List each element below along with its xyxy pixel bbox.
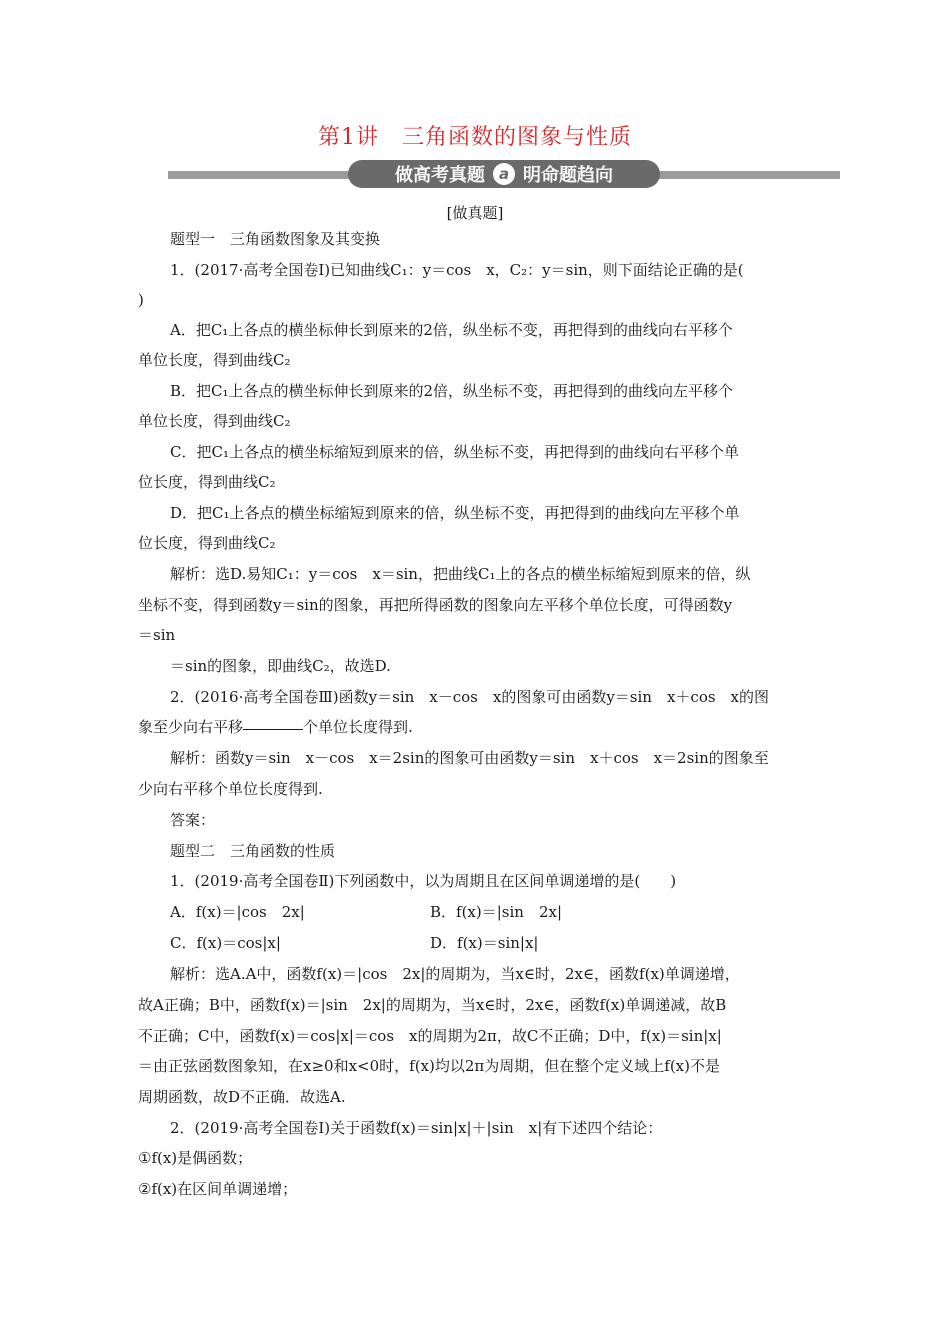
q1-solution-line3: ＝sin [138,626,176,644]
answer-blank [243,729,303,730]
q2-solution-line1: 解析：函数y＝sin x－cos x＝2sin的图象可由函数y＝sin x＋cos x＝2sin的图象至 [170,749,769,767]
q3-option-d: D．f(x)＝sin|x| [430,934,539,952]
q1-option-c-line2: 位长度，得到曲线C₂ [138,473,276,491]
type-heading-2: 题型二 三角函数的性质 [170,842,336,860]
banner-rail-left [168,171,368,179]
q2-solution-line2: 少向右平移个单位长度得到. [138,780,323,798]
q3-option-c: C．f(x)＝cos|x| [170,934,281,952]
q3-solution-line3: 不正确；C中，函数f(x)＝cos|x|＝cos x的周期为2π，故C不正确；D中，f(x)＝sin|x| [138,1027,722,1045]
q1-solution-line2: 坐标不变，得到函数y＝sin的图象，再把所得函数的图象向左平移个单位长度，可得函数y [138,596,733,614]
type-heading-1: 题型一 三角函数图象及其变换 [170,230,381,248]
q3-solution-line5: 周期函数，故D不正确．故选A. [138,1088,346,1106]
q3-option-a: A．f(x)＝|cos 2x| [170,903,305,921]
q3-solution-line4: ＝由正弦函数图象知，在x≥0和x<0时，f(x)均以2π为周期，但在整个定义域上f(x)不是 [138,1057,720,1075]
q1-option-c-line1: C．把C₁上各点的横坐标缩短到原来的倍，纵坐标不变，再把得到的曲线向右平移个单 [170,443,739,461]
banner-rail-right [640,171,840,179]
banner-right-text: 明命题趋向 [523,165,613,186]
banner-left-text: 做高考真题 [395,165,485,186]
banner-badge-icon: a [493,163,515,185]
q3-stem: 1．(2019·高考全国卷Ⅱ)下列函数中，以为周期且在区间单调递增的是( ) [170,872,677,890]
q2-stem-line2 [138,717,818,737]
q4-stem: 2．(2019·高考全国卷Ⅰ)关于函数f(x)＝sin|x|＋|sin x|有下述四个结论： [170,1119,663,1137]
q1-option-d-line2: 位长度，得到曲线C₂ [138,534,276,552]
q1-option-a-line1: A．把C₁上各点的横坐标伸长到原来的2倍，纵坐标不变，再把得到的曲线向右平移个 [170,321,733,339]
q2-answer: 答案： [170,811,216,829]
banner-pill [348,160,660,188]
q2-stem-line1: 2．(2016·高考全国卷Ⅲ)函数y＝sin x－cos x的图象可由函数y＝sin x＋cos x的图 [170,688,770,706]
section-banner [168,158,840,192]
q1-solution-line4: ＝sin的图象，即曲线C₂，故选D. [170,657,391,675]
q4-conclusion-2: ②f(x)在区间单调递增； [138,1180,298,1198]
q2-stem-line2-b: 个单位长度得到. [303,718,413,736]
section-label: [做真题] [446,204,504,222]
q1-stem: 1．(2017·高考全国卷Ⅰ)已知曲线C₁：y＝cos x，C₂：y＝sin，则下面结论正确的是( [170,261,744,279]
page-title: 第1讲 三角函数的图象与性质 [318,125,632,150]
q2-stem-line2-a: 象至少向右平移 [138,718,244,736]
q1-option-a-line2: 单位长度，得到曲线C₂ [138,351,291,369]
q3-option-b: B．f(x)＝|sin 2x| [430,903,563,921]
q1-stem-tail: ) [138,291,144,309]
q1-option-b-line2: 单位长度，得到曲线C₂ [138,412,291,430]
q1-option-d-line1: D．把C₁上各点的横坐标缩短到原来的倍，纵坐标不变，再把得到的曲线向左平移个单 [170,504,740,522]
q1-solution-line1: 解析：选D.易知C₁：y＝cos x＝sin，把曲线C₁上的各点的横坐标缩短到原来的倍，纵 [170,565,751,583]
q3-solution-line2: 故A正确；B中，函数f(x)＝|sin 2x|的周期为，当x∈时，2x∈，函数f(x)单调递减，故B [138,996,727,1014]
q3-solution-line1: 解析：选A.A中，函数f(x)＝|cos 2x|的周期为，当x∈时，2x∈，函数f(x)单调递增， [170,965,740,983]
q1-option-b-line1: B．把C₁上各点的横坐标伸长到原来的2倍，纵坐标不变，再把得到的曲线向左平移个 [170,382,734,400]
q4-conclusion-1: ①f(x)是偶函数； [138,1149,253,1167]
